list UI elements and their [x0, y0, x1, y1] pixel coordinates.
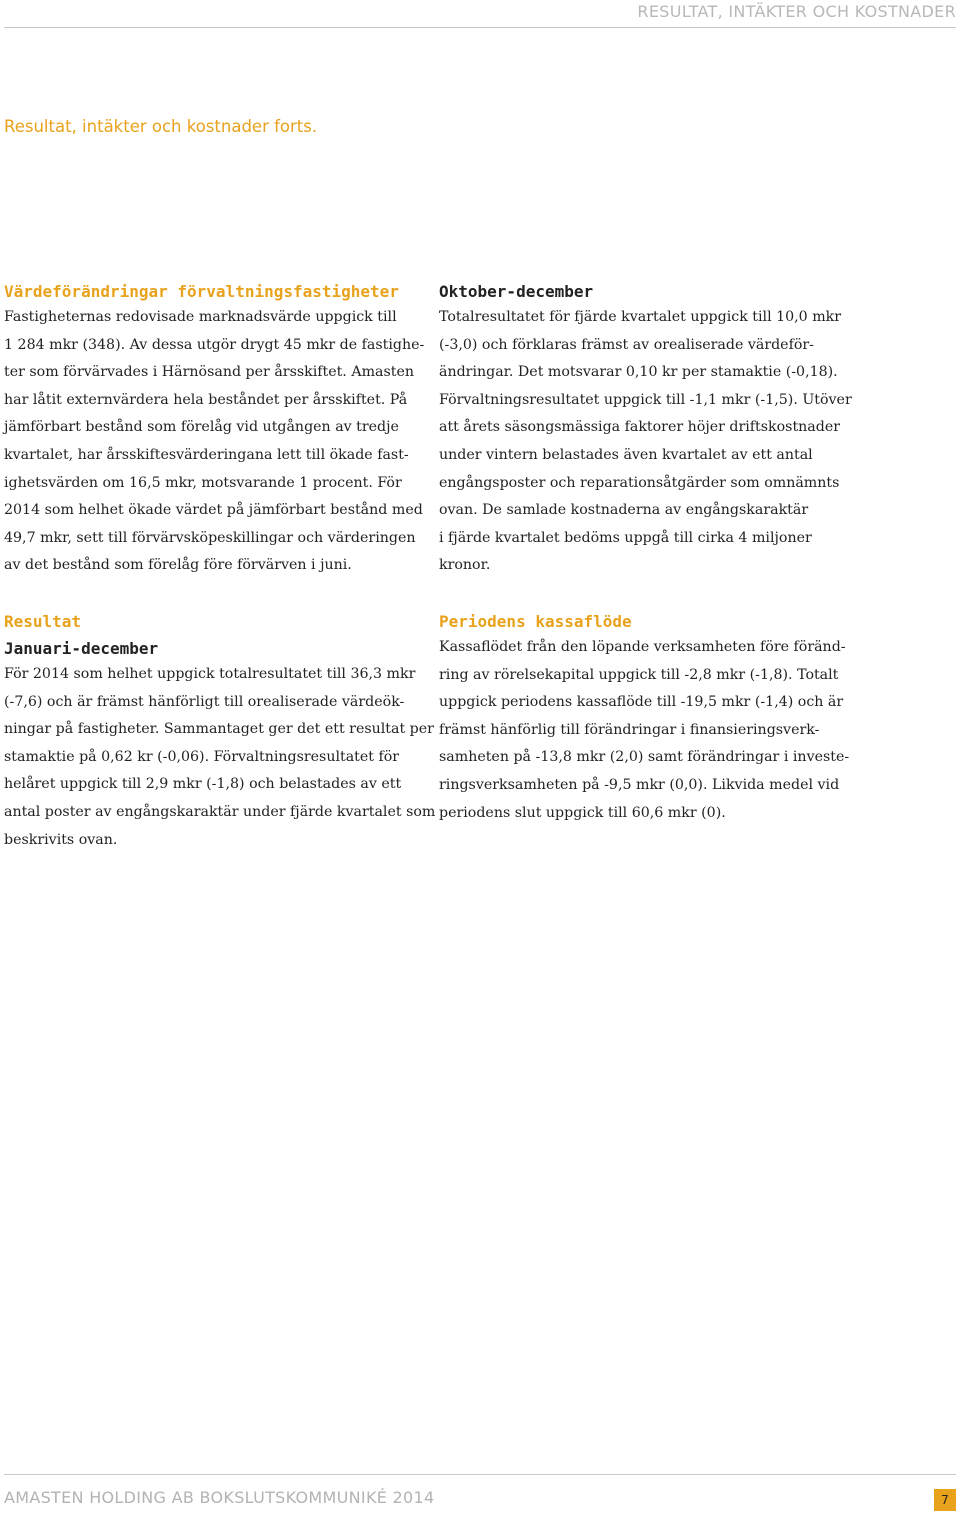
- value-change-paragraph: [4, 304, 425, 580]
- paragraph-line: 1 284 mkr (348). Av dessa utgör drygt 45 mkr de fastighe-: [4, 336, 425, 353]
- paragraph-line: Förvaltningsresultatet uppgick till -1,1 mkr (-1,5). Utöver: [439, 391, 852, 408]
- paragraph-line: att årets säsongsmässiga faktorer höjer driftskostnader: [439, 419, 841, 436]
- quarter-section: [439, 280, 859, 580]
- paragraph-line: jämförbart bestånd som förelåg vid utgången av tredje: [4, 419, 399, 436]
- paragraph-line: ter som förvärvades i Härnösand per årsskiftet. Amasten: [4, 364, 415, 381]
- paragraph-line: har låtit externvärdera hela beståndet per årsskiftet. På: [4, 391, 408, 408]
- paragraph-line: under vintern belastades även kvartalet av ett antal: [439, 446, 813, 463]
- cashflow-heading: Periodens kassaflöde: [439, 612, 632, 631]
- paragraph-line: ring av rörelsekapital uppgick till -2,8 mkr (-1,8). Totalt: [439, 666, 839, 683]
- paragraph-line: uppgick periodens kassaflöde till -19,5 mkr (-1,4) och är: [439, 694, 844, 711]
- paragraph-line: Totalresultatet för fjärde kvartalet uppgick till 10,0 mkr: [439, 309, 842, 325]
- footer-divider: [4, 1474, 956, 1475]
- paragraph-line: stamaktie på 0,62 kr (-0,06). Förvaltningsresultatet för: [4, 748, 400, 765]
- cashflow-paragraph: [439, 634, 859, 827]
- value-change-section: [4, 280, 425, 580]
- paragraph-line: (-7,6) och är främst hänförligt till orealiserade värdeök-: [4, 693, 405, 710]
- paragraph-line: Fastigheternas redovisade marknadsvärde uppgick till: [4, 309, 397, 325]
- page-number-badge: 7: [934, 1489, 956, 1511]
- value-change-heading: Värdeförändringar förvaltningsfastigheter: [4, 282, 399, 301]
- quarter-paragraph: [439, 304, 859, 580]
- paragraph-line: beskrivits ovan.: [4, 831, 118, 848]
- running-header: RESULTAT, INTÄKTER OCH KOSTNADER: [637, 2, 956, 21]
- result-subheading: Januari-december: [4, 639, 159, 658]
- paragraph-line: ningar på fastigheter. Sammantaget ger det ett resultat per: [4, 721, 434, 738]
- paragraph-line: i fjärde kvartalet bedöms uppgå till cirka 4 miljoner: [439, 529, 812, 546]
- paragraph-line: periodens slut uppgick till 60,6 mkr (0).: [439, 804, 726, 821]
- result-heading: Resultat: [4, 612, 82, 631]
- paragraph-line: helåret uppgick till 2,9 mkr (-1,8) och belastades av ett: [4, 776, 402, 793]
- paragraph-line: samheten på -13,8 mkr (2,0) samt förändringar i investe-: [439, 749, 850, 766]
- paragraph-line: 49,7 mkr, sett till förvärvsköpeskillingar och värderingen: [4, 529, 416, 546]
- cashflow-section: [439, 610, 859, 827]
- paragraph-line: antal poster av engångskaraktär under fjärde kvartalet som: [4, 803, 436, 820]
- paragraph-line: Kassaflödet från den löpande verksamheten före föränd-: [439, 639, 846, 655]
- paragraph-line: av det bestånd som förelåg före förvärven i juni.: [4, 557, 352, 574]
- paragraph-line: ringsverksamheten på -9,5 mkr (0,0). Likvida medel vid: [439, 776, 840, 793]
- paragraph-line: För 2014 som helhet uppgick totalresultatet till 36,3 mkr: [4, 666, 416, 682]
- paragraph-line: (-3,0) och förklaras främst av orealiserade värdeför-: [439, 336, 814, 353]
- paragraph-line: kronor.: [439, 557, 491, 574]
- paragraph-line: engångsposter och reparationsåtgärder som omnämnts: [439, 474, 840, 491]
- paragraph-line: kvartalet, har årsskiftesvärderingana lett till ökade fast-: [4, 446, 409, 463]
- result-section: [4, 610, 436, 854]
- paragraph-line: ändringar. Det motsvarar 0,10 kr per stamaktie (-0,18).: [439, 364, 838, 381]
- paragraph-line: ovan. De samlade kostnaderna av engångskaraktär: [439, 502, 809, 519]
- result-paragraph: [4, 661, 436, 854]
- paragraph-line: ighetsvärden om 16,5 mkr, motsvarande 1 procent. För: [4, 474, 402, 491]
- section-title: Resultat, intäkter och kostnader forts.: [4, 117, 318, 136]
- paragraph-line: 2014 som helhet ökade värdet på jämförbart bestånd med: [4, 502, 423, 519]
- footer-company: AMASTEN HOLDING AB BOKSLUTSKOMMUNIKÉ 2014: [4, 1488, 435, 1507]
- quarter-heading: Oktober-december: [439, 282, 594, 301]
- header-divider: [4, 27, 956, 28]
- paragraph-line: främst hänförlig till förändringar i finansieringsverk-: [439, 721, 820, 738]
